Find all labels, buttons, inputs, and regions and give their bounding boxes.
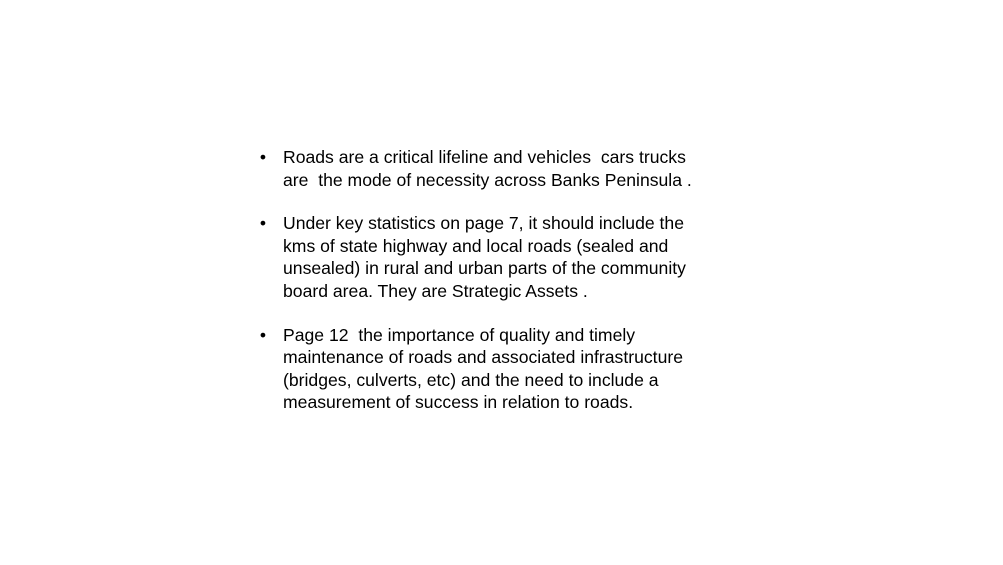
bullet-dot-icon: • [259, 324, 267, 345]
bullet-text-line: maintenance of roads and associated infrastructure [283, 347, 684, 368]
bullet-text-line: kms of state highway and local roads (sealed and [283, 235, 669, 256]
bullet-text-line: Roads are a critical lifeline and vehicles cars trucks [283, 147, 686, 167]
bullet-item-key-statistics [256, 212, 736, 302]
bullet-dot-icon: • [259, 213, 267, 234]
bullet-dot-icon: • [259, 147, 267, 167]
bullet-text-line: Page 12 the importance of quality and timely [283, 324, 636, 345]
bullet-item-roads-lifeline [256, 146, 736, 191]
bullet-text-line: Under key statistics on page 7, it should include the [283, 213, 684, 234]
bullet-text-line: unsealed) in rural and urban parts of the community [283, 258, 686, 279]
bullet-text-line: board area. They are Strategic Assets . [283, 280, 588, 301]
bullet-text-line: measurement of success in relation to roads. [283, 392, 634, 413]
bullet-item-page-12-maintenance [256, 324, 736, 414]
bullet-list [256, 146, 736, 435]
bullet-text-line: are the mode of necessity across Banks Peninsula . [283, 169, 692, 190]
bullet-text-line: (bridges, culverts, etc) and the need to include a [283, 369, 659, 390]
